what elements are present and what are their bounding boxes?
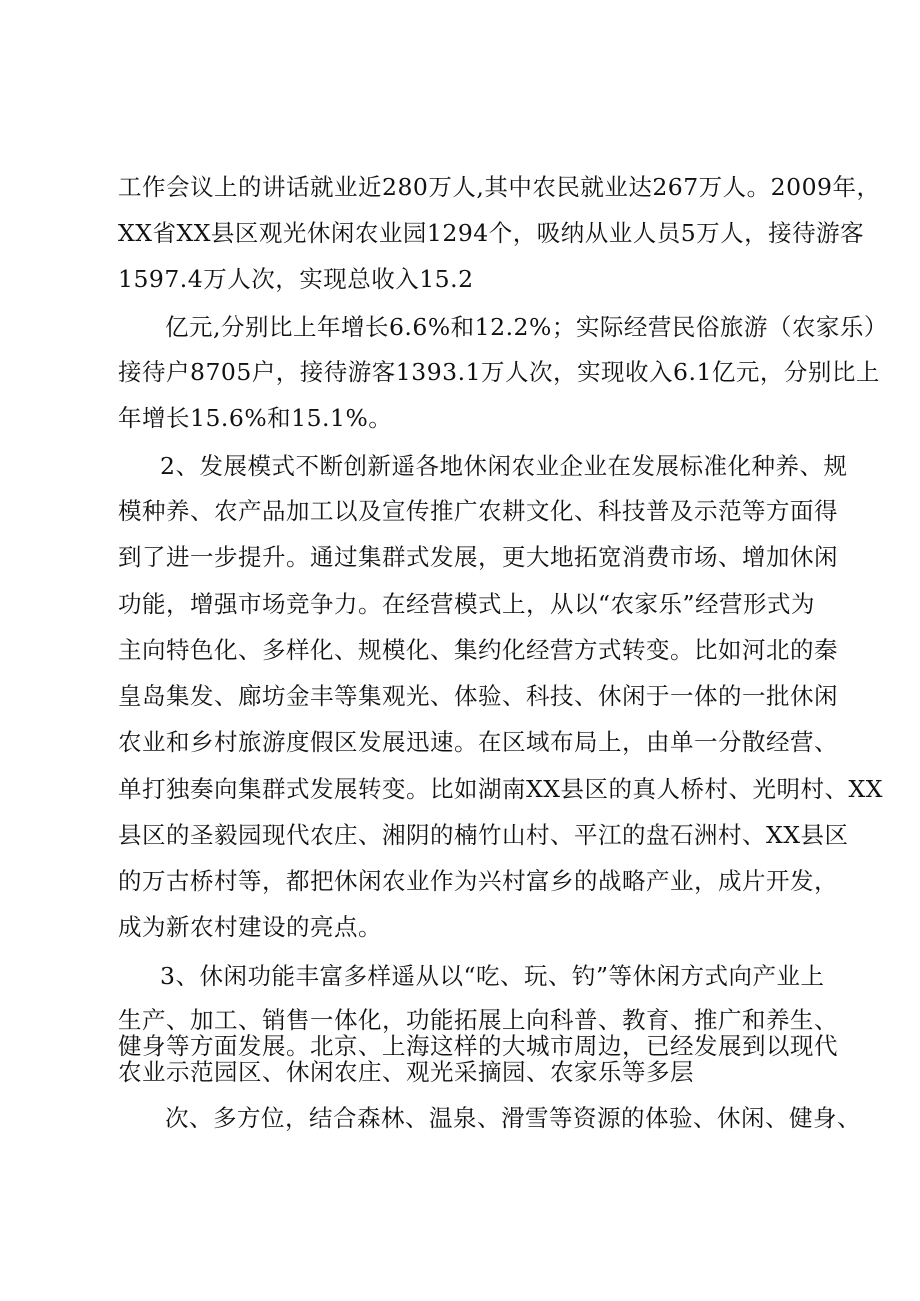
text-line: 到了进一步提升。通过集群式发展，更大地拓宽消费市场、增加休闲 — [118, 543, 838, 571]
text-line: 的万古桥村等，都把休闲农业作为兴村富乡的战略产业，成片开发， — [118, 867, 838, 895]
text-line: 模种养、农产品加工以及宣传推广农耕文化、科技普及示范等方面得 — [118, 497, 838, 525]
text-line: 农业和乡村旅游度假区发展迅速。在区域布局上，由单一分散经营、 — [118, 728, 838, 756]
text-line: 成为新农村建设的亮点。 — [118, 913, 382, 941]
text-line: 单打独奏向集群式发展转变。比如湖南XX县区的真人桥村、光明村、XX — [118, 775, 883, 803]
text-line: 2、发展模式不断创新遥各地休闲农业企业在发展标准化种养、规 — [160, 452, 848, 480]
text-line: 接待户8705户，接待游客1393.1万人次，实现收入6.1亿元，分别比上 — [118, 358, 880, 386]
text-line: 皇岛集发、廊坊金丰等集观光、体验、科技、休闲于一体的一批休闲 — [118, 682, 838, 710]
text-line: 县区的圣毅园现代农庄、湘阴的楠竹山村、平江的盘石洲村、XX县区 — [118, 821, 849, 849]
text-line: 1597.4万人次，实现总收入15.2 — [118, 265, 474, 293]
text-line: XX省XX县区观光休闲农业园1294个，吸纳从业人员5万人，接待游客 — [118, 219, 865, 247]
text-line: 农业示范园区、休闲农庄、观光采摘园、农家乐等多层 — [118, 1058, 694, 1086]
text-line: 健身等方面发展。北京、上海这样的大城市周边，已经发展到以现代 — [118, 1032, 838, 1060]
text-line: 3、休闲功能丰富多样遥从以“吃、玩、钓”等休闲方式向产业上 — [160, 962, 825, 990]
text-line: 工作会议上的讲话就业近280万人,其中农民就业达267万人。2009年， — [118, 173, 881, 201]
text-line: 年增长15.6%和15.1%。 — [118, 404, 393, 432]
text-line: 主向特色化、多样化、规模化、集约化经营方式转变。比如河北的秦 — [118, 636, 838, 664]
text-line: 亿元,分别比上年增长6.6%和12.2%；实际经营民俗旅游（农家乐） — [165, 313, 888, 341]
text-line: 功能，增强市场竞争力。在经营模式上，从以“农家乐”经营形式为 — [118, 590, 816, 618]
text-line: 生产、加工、销售一体化，功能拓展上向科普、教育、推广和养生、 — [118, 1006, 838, 1034]
text-line: 次、多方位，结合森林、温泉、滑雪等资源的体验、休闲、健身、 — [165, 1104, 861, 1132]
